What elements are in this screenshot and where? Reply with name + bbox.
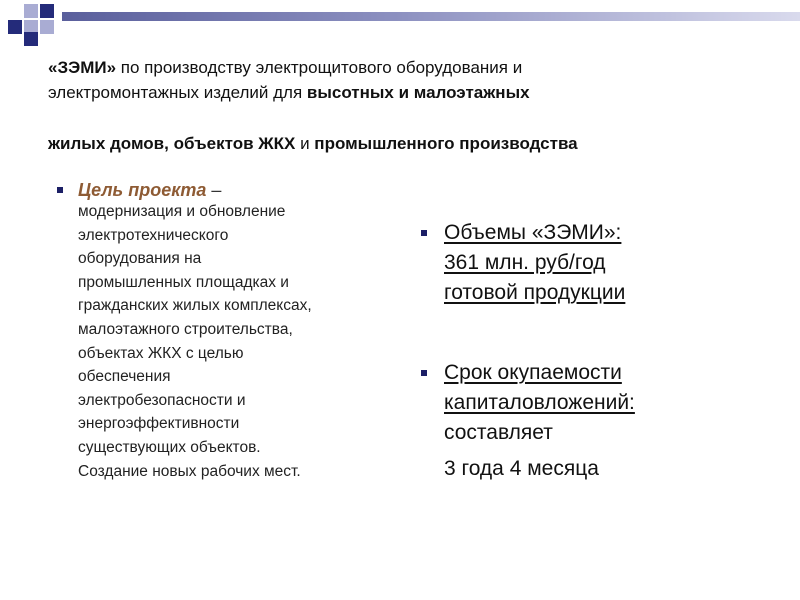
- goal-text-line: обеспечения: [78, 368, 171, 386]
- decorative-squares: [0, 0, 70, 45]
- volumes-line: Объемы «ЗЭМИ»:: [444, 221, 622, 244]
- volumes-line: 361 млн. руб/год: [444, 251, 606, 274]
- bullet-marker: [421, 230, 427, 236]
- project-goal-label: Цель проекта: [78, 180, 207, 200]
- title-line2-bold: высотных и малоэтажных: [306, 83, 530, 102]
- payback-heading-line: Срок окупаемости: [444, 361, 622, 384]
- goal-text-line: Создание новых рабочих мест.: [78, 462, 301, 480]
- goal-text-line: энергоэффективности: [78, 415, 240, 433]
- payback-section: [444, 358, 635, 484]
- deco-square: [40, 4, 54, 18]
- payback-heading-line: капиталовложений:: [444, 391, 635, 414]
- title-line3-bold2: промышленного производства: [314, 134, 578, 153]
- goal-text-line: электробезопасности и: [78, 391, 246, 409]
- goal-text-line: оборудования на: [78, 250, 202, 268]
- goal-text-line: малоэтажного строительства,: [78, 320, 293, 338]
- goal-text-line: промышленных площадках и: [78, 273, 289, 291]
- slide-title: [48, 55, 768, 156]
- deco-square: [40, 20, 54, 34]
- bullet-marker: [57, 187, 63, 193]
- bullet-marker: [421, 370, 427, 376]
- title-line3: [48, 131, 768, 156]
- title-line1-text: по производству электрощитового оборудования и: [116, 58, 523, 77]
- goal-text-line: гражданских жилых комплексах,: [78, 297, 312, 315]
- project-goal-dash: –: [206, 180, 222, 200]
- deco-square: [24, 4, 38, 18]
- deco-square: [8, 20, 22, 34]
- project-goal-section: [78, 180, 398, 483]
- goal-text-line: существующих объектов.: [78, 438, 261, 456]
- goal-text-line: электротехнического: [78, 226, 229, 244]
- project-goal-text: [78, 200, 398, 483]
- title-line3-plain: и: [295, 134, 315, 153]
- goal-text-line: модернизация и обновление: [78, 203, 286, 220]
- payback-value-line: составляет: [444, 421, 553, 444]
- title-line2-text: электромонтажных изделий для: [48, 83, 307, 102]
- payback-value-line: 3 года 4 месяца: [444, 457, 599, 480]
- top-rule: [62, 12, 800, 21]
- goal-text-line: объектах ЖКХ с целью: [78, 344, 244, 362]
- deco-square: [24, 32, 38, 46]
- volumes-line: готовой продукции: [444, 281, 626, 304]
- title-brand: «ЗЭМИ»: [48, 58, 117, 77]
- project-goal-heading: [78, 180, 398, 200]
- title-line3-bold1: жилых домов, объектов ЖКХ: [48, 134, 296, 153]
- volumes-section: [444, 218, 764, 480]
